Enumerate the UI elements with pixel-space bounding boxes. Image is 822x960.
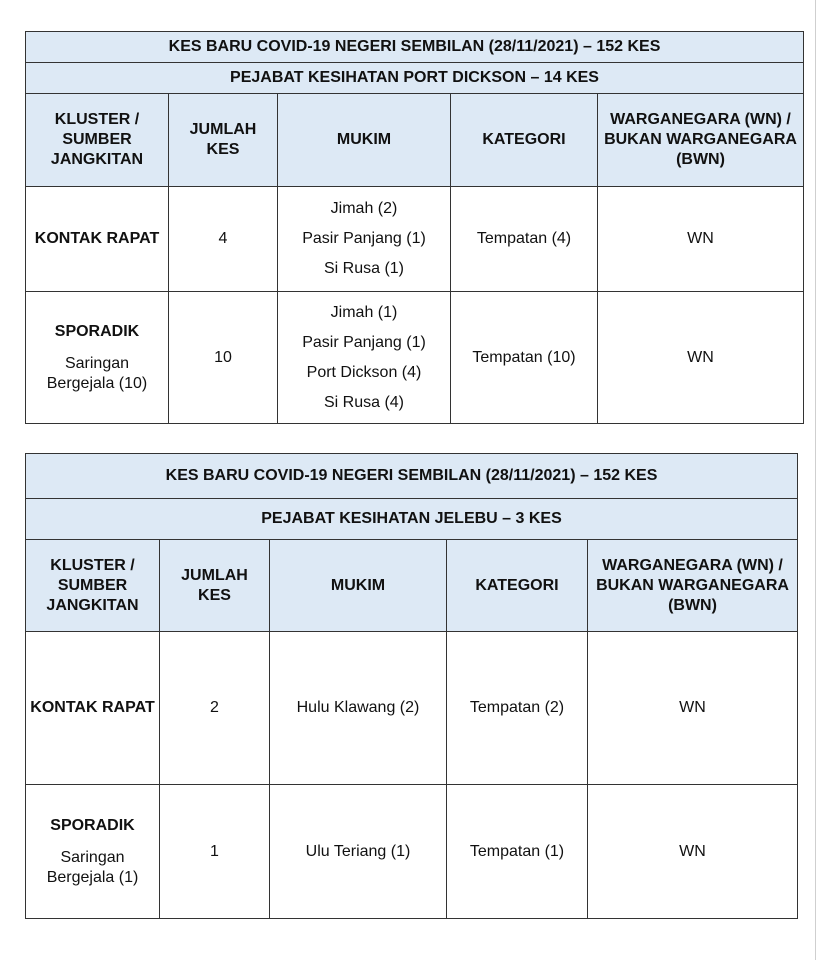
header-citizenship: WARGANEGARA (WN) / BUKAN WARGANEGARA (BWN) <box>598 94 804 187</box>
table-title: KES BARU COVID-19 NEGERI SEMBILAN (28/11/2021) – 152 KES <box>26 32 804 63</box>
cluster-cell <box>26 785 160 919</box>
total-cell: 10 <box>169 292 278 424</box>
header-category: KATEGORI <box>447 540 588 632</box>
total-cell: 4 <box>169 187 278 292</box>
header-mukim: MUKIM <box>278 94 451 187</box>
header-cluster: KLUSTER / SUMBER JANGKITAN <box>26 540 160 632</box>
mukim-item: Jimah (1) <box>330 303 398 321</box>
mukim-cell: Ulu Teriang (1) <box>270 785 447 919</box>
cluster-name: SPORADIK <box>54 322 140 340</box>
jelebu-table <box>25 453 798 919</box>
header-cluster: KLUSTER / SUMBER JANGKITAN <box>26 94 169 187</box>
mukim-item: Pasir Panjang (1) <box>302 230 426 247</box>
citizenship-cell: WN <box>588 632 798 785</box>
header-total: JUMLAH KES <box>160 540 270 632</box>
table-title: KES BARU COVID-19 NEGERI SEMBILAN (28/11/2021) – 152 KES <box>26 454 798 499</box>
mukim-cell: Hulu Klawang (2) <box>270 632 447 785</box>
header-category: KATEGORI <box>451 94 598 187</box>
cluster-cell <box>26 632 160 785</box>
table-row <box>26 187 804 292</box>
header-mukim: MUKIM <box>270 540 447 632</box>
cluster-name: SPORADIK <box>50 816 135 834</box>
cluster-subtype: Saringan Bergejala (1) <box>46 848 139 886</box>
citizenship-cell: WN <box>588 785 798 919</box>
header-citizenship: WARGANEGARA (WN) / BUKAN WARGANEGARA (BWN) <box>588 540 798 632</box>
mukim-cell <box>278 292 451 424</box>
citizenship-cell: WN <box>598 187 804 292</box>
cluster-cell <box>26 292 169 424</box>
citizenship-cell: WN <box>598 292 804 424</box>
cluster-subtype: Saringan Bergejala (10) <box>46 354 148 392</box>
category-cell: Tempatan (4) <box>451 187 598 292</box>
category-cell: Tempatan (10) <box>451 292 598 424</box>
total-cell: 1 <box>160 785 270 919</box>
mukim-item: Jimah (2) <box>330 200 398 217</box>
mukim-item: Pasir Panjang (1) <box>302 333 426 351</box>
cluster-cell <box>26 187 169 292</box>
header-total: JUMLAH KES <box>169 94 278 187</box>
mukim-item: Si Rusa (1) <box>323 260 405 277</box>
office-title: PEJABAT KESIHATAN JELEBU – 3 KES <box>26 499 798 540</box>
category-cell: Tempatan (1) <box>447 785 588 919</box>
cluster-name: KONTAK RAPAT <box>34 230 160 247</box>
table-row <box>26 292 804 424</box>
category-cell: Tempatan (2) <box>447 632 588 785</box>
total-cell: 2 <box>160 632 270 785</box>
mukim-item: Port Dickson (4) <box>306 363 422 381</box>
mukim-item: Si Rusa (4) <box>323 393 405 411</box>
table-row <box>26 785 798 919</box>
cluster-name: KONTAK RAPAT <box>30 699 155 716</box>
table-row <box>26 632 798 785</box>
page-edge <box>815 0 816 960</box>
office-title: PEJABAT KESIHATAN PORT DICKSON – 14 KES <box>26 63 804 94</box>
port-dickson-table <box>25 31 804 424</box>
mukim-cell <box>278 187 451 292</box>
